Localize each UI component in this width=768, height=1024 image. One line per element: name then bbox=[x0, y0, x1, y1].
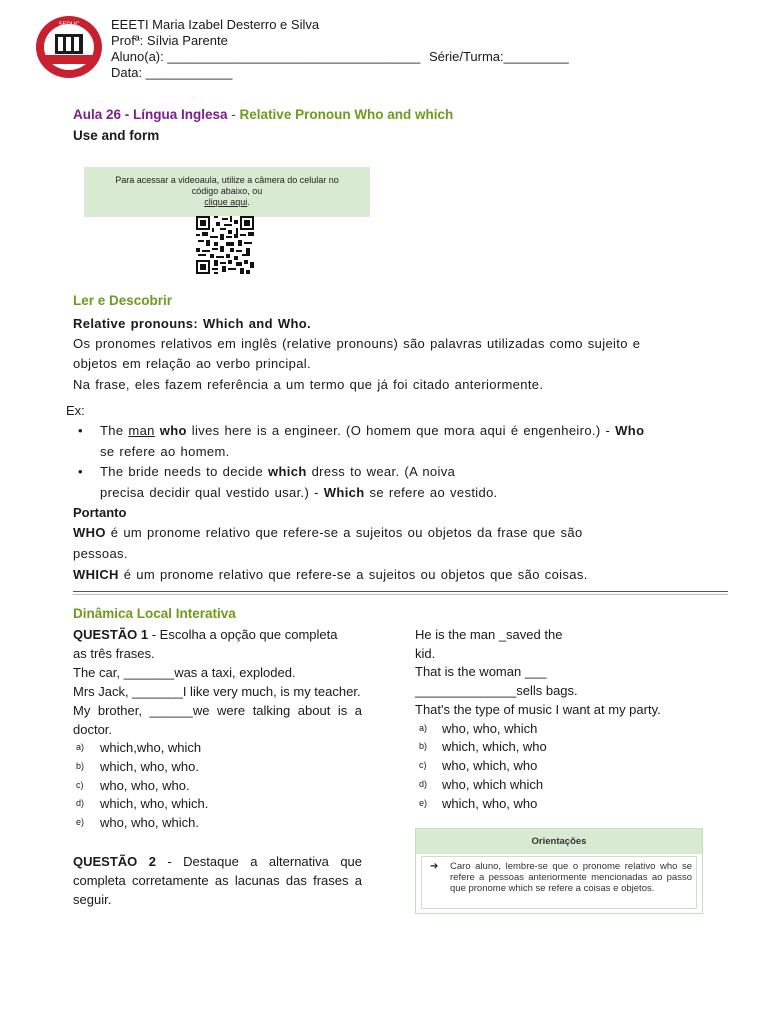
q1-option-c-letter: c) bbox=[76, 780, 84, 790]
q1-sentence-1: The car, _______was a taxi, exploded. bbox=[73, 665, 296, 680]
school-logo bbox=[34, 14, 104, 80]
bullet-icon: • bbox=[78, 464, 83, 479]
q2-option-d-letter: d) bbox=[419, 779, 428, 789]
q2-option-e[interactable]: which, who, who bbox=[442, 796, 538, 811]
logo-text: SEDUC bbox=[58, 21, 80, 28]
q1-option-e[interactable]: who, who, which. bbox=[100, 815, 199, 830]
q1-text: - Escolha a opção que completa bbox=[148, 627, 338, 642]
q2-label: QUESTÃO 2 bbox=[73, 854, 156, 869]
portanto-label: Portanto bbox=[73, 505, 127, 520]
q1-option-b[interactable]: which, who, who. bbox=[100, 759, 199, 774]
orientacoes-content bbox=[421, 856, 697, 909]
video-link-period: . bbox=[247, 197, 250, 207]
qr-code[interactable] bbox=[196, 216, 254, 274]
grade-field: Série/Turma:_________ bbox=[429, 49, 569, 64]
q1-option-d-letter: d) bbox=[76, 798, 85, 808]
lesson-number: Aula 26 bbox=[73, 107, 122, 122]
who-text: é um pronome relativo que refere-se a sujeitos ou objetos da frase que são bbox=[105, 525, 583, 540]
q2-option-c-letter: c) bbox=[419, 760, 427, 770]
q1-line2: as três frases. bbox=[73, 646, 155, 661]
q2-option-b-letter: b) bbox=[419, 741, 428, 751]
orientacoes-text: Caro aluno, lembre-se que o pronome relativo who se refere a pessoas anteriormente mencionadas ao passo que pronome which se refere a coisas e objetos. bbox=[450, 861, 692, 894]
title-dash: - bbox=[227, 107, 240, 122]
video-access-box bbox=[84, 167, 370, 217]
ler-paragraph-line1: Os pronomes relativos em inglês (relative pronouns) são palavras utilizadas como sujeito e bbox=[73, 336, 641, 351]
q1-sentence-3b: doctor. bbox=[73, 722, 113, 737]
ex1-who: who bbox=[154, 423, 187, 438]
ex2-which2: Which bbox=[323, 485, 365, 500]
q1-sentence-3: My brother, ______we were talking about is a bbox=[73, 703, 362, 718]
arrow-right-icon: ➔ bbox=[430, 861, 439, 872]
q2-option-a-letter: a) bbox=[419, 723, 428, 733]
q2-sentence-2: That is the woman ___ bbox=[415, 664, 547, 679]
q2-sentence-1: He is the man _saved the bbox=[415, 627, 563, 642]
orientacoes-title: Orientações bbox=[416, 829, 702, 854]
examples-label: Ex: bbox=[66, 403, 85, 418]
q1-option-d[interactable]: which, who, which. bbox=[100, 796, 209, 811]
q2-option-c[interactable]: who, which, who bbox=[442, 758, 538, 773]
ex2-a: The bride needs to decide bbox=[100, 464, 269, 479]
which-text: é um pronome relativo que refere-se a sujeitos ou objetos que são coisas. bbox=[118, 567, 588, 582]
example-1-line2: se refere ao homem. bbox=[100, 444, 230, 459]
q2-option-e-letter: e) bbox=[419, 798, 428, 808]
ex1-rest: lives here is a engineer. (O homem que mora aqui é engenheiro.) - bbox=[186, 423, 616, 438]
student-field: Aluno(a): ___________________________________ bbox=[111, 49, 421, 64]
ler-paragraph-line3: Na frase, eles fazem referência a um termo que já foi citado anteriormente. bbox=[73, 377, 544, 392]
section-divider bbox=[73, 591, 728, 592]
video-text-line2: código abaixo, ou bbox=[191, 186, 263, 196]
ex1-who2: Who bbox=[615, 423, 645, 438]
q1-title bbox=[73, 625, 337, 644]
example-2-line2 bbox=[100, 483, 498, 502]
date-field: Data: ____________ bbox=[111, 65, 233, 80]
q2-line3: seguir. bbox=[73, 892, 112, 907]
ler-heading: Ler e Descobrir bbox=[73, 293, 173, 308]
q2-line2: completa corretamente as lacunas das frases a bbox=[73, 873, 362, 888]
bullet-icon: • bbox=[78, 423, 83, 438]
school-name: EEETI Maria Izabel Desterro e Silva bbox=[111, 17, 320, 32]
example-2-line1 bbox=[100, 462, 455, 481]
q2-option-d[interactable]: who, which which bbox=[442, 777, 544, 792]
dinamica-heading: Dinâmica Local Interativa bbox=[73, 606, 236, 621]
example-1-line1 bbox=[100, 421, 644, 440]
q1-sentence-2: Mrs Jack, _______I like very much, is my teacher. bbox=[73, 684, 361, 699]
who-definition-line1 bbox=[73, 523, 583, 542]
q2-option-a[interactable]: who, who, which bbox=[442, 721, 538, 736]
ler-paragraph-line2: objetos em relação ao verbo principal. bbox=[73, 356, 311, 371]
q2-option-b[interactable]: which, which, who bbox=[442, 739, 547, 754]
ler-subheading: Relative pronouns: Which and Who. bbox=[73, 316, 311, 331]
q1-option-e-letter: e) bbox=[76, 817, 85, 827]
lesson-topic: Relative Pronoun Who and which bbox=[239, 107, 454, 122]
q1-option-a[interactable]: which,who, which bbox=[100, 740, 202, 755]
which-word: WHICH bbox=[73, 567, 119, 582]
who-definition-line2: pessoas. bbox=[73, 546, 128, 561]
q2-text: - Destaque a alternativa que bbox=[155, 854, 363, 869]
which-definition bbox=[73, 565, 588, 584]
q1-option-a-letter: a) bbox=[76, 742, 85, 752]
lesson-subtitle: Use and form bbox=[73, 128, 160, 143]
title-dash: - bbox=[121, 107, 134, 122]
orientacoes-box bbox=[415, 828, 703, 914]
ex2-which: which bbox=[268, 464, 307, 479]
video-text-line1: Para acessar a videoaula, utilize a câmera do celular no bbox=[115, 175, 339, 185]
q2-sentence-3: ______________sells bags. bbox=[415, 683, 578, 698]
ex2-line2b: se refere ao vestido. bbox=[364, 485, 498, 500]
q1-label: QUESTÃO 1 bbox=[73, 627, 149, 642]
section-divider-shadow bbox=[73, 594, 728, 595]
q2-sentence-1b: kid. bbox=[415, 646, 436, 661]
q2-sentence-4: That's the type of music I want at my party. bbox=[415, 702, 661, 717]
ex2-b: dress to wear. (A noiva bbox=[306, 464, 456, 479]
teacher-name: Profª: Sílvia Parente bbox=[111, 33, 228, 48]
ex1-the: The bbox=[100, 423, 129, 438]
q1-option-b-letter: b) bbox=[76, 761, 85, 771]
video-link[interactable]: clique aqui bbox=[204, 197, 248, 207]
q2-title bbox=[73, 852, 362, 871]
ex1-man: man bbox=[128, 423, 155, 438]
lesson-subject: Língua Inglesa bbox=[133, 107, 228, 122]
who-word: WHO bbox=[73, 525, 106, 540]
q1-option-c[interactable]: who, who, who. bbox=[100, 778, 190, 793]
ex2-line2a: precisa decidir qual vestido usar.) - bbox=[100, 485, 324, 500]
lesson-title bbox=[73, 107, 453, 122]
